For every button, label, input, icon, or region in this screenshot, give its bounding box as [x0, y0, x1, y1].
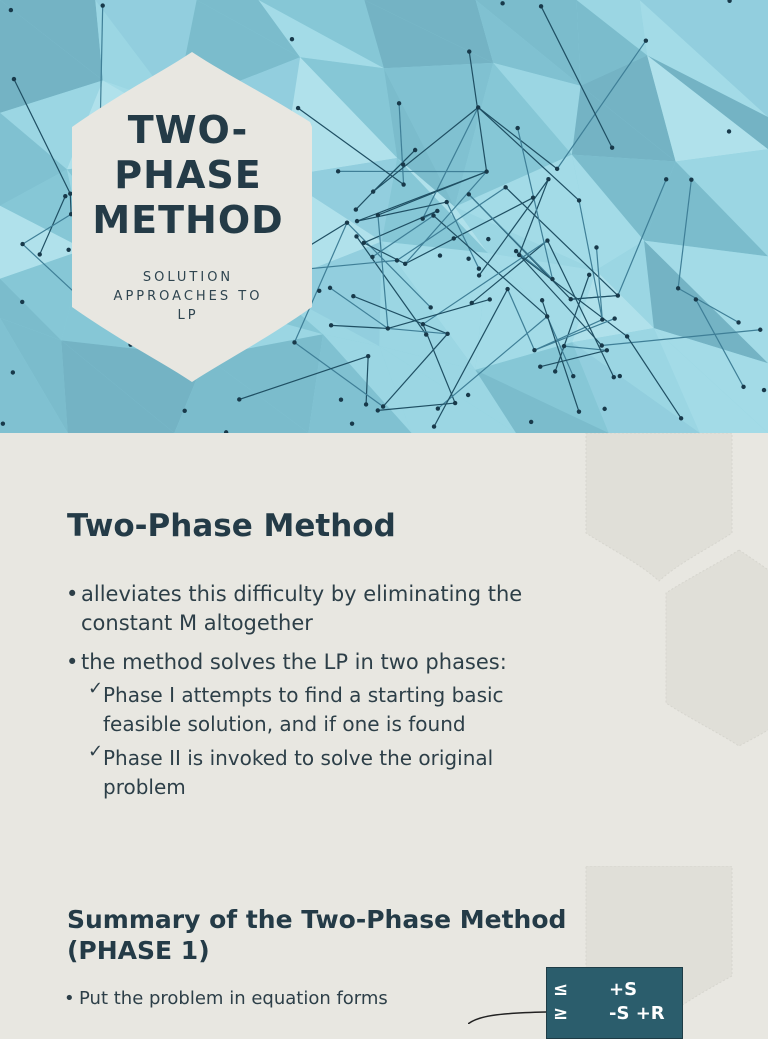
network-node: [602, 407, 606, 411]
heading-line: (PHASE 1): [67, 935, 566, 966]
slide-heading: [67, 904, 566, 966]
network-node: [1, 421, 5, 425]
network-node: [503, 185, 507, 189]
constraint-conversion-table: [546, 967, 683, 1039]
presentation-subtitle: [100, 268, 276, 325]
network-node: [435, 209, 439, 213]
network-node: [616, 293, 620, 297]
network-node: [351, 294, 355, 298]
bullet-item: [81, 648, 601, 677]
network-node: [664, 177, 668, 181]
check-line: feasible solution, and if one is found: [103, 710, 583, 739]
network-node: [452, 236, 456, 240]
title-line: PHASE: [72, 153, 304, 198]
network-node: [63, 194, 67, 198]
network-node: [467, 49, 471, 53]
network-node: [431, 213, 435, 217]
heading-line: Summary of the Two-Phase Method: [67, 904, 566, 935]
network-node: [420, 216, 424, 220]
surplus-artificial-term: -S +R: [609, 1003, 665, 1024]
bullet-line: • alleviates this difficulty by eliminating the: [81, 580, 601, 609]
check-item: [103, 681, 583, 739]
network-node: [424, 332, 428, 336]
slide-heading: Two-Phase Method: [67, 508, 396, 544]
network-node: [594, 245, 598, 249]
presentation-title: [72, 108, 304, 243]
title-line: METHOD: [72, 198, 304, 243]
network-node: [477, 273, 481, 277]
network-node: [569, 297, 573, 301]
network-node: [362, 241, 366, 245]
title-line: TWO-: [72, 108, 304, 153]
network-node: [486, 237, 490, 241]
network-node: [436, 406, 440, 410]
network-node: [762, 388, 766, 392]
network-node: [354, 207, 358, 211]
network-node: [488, 297, 492, 301]
network-node: [562, 344, 566, 348]
network-node: [727, 129, 731, 133]
network-node: [345, 220, 349, 224]
network-node: [20, 242, 24, 246]
network-node: [514, 249, 518, 253]
network-node: [397, 101, 401, 105]
network-node: [444, 200, 448, 204]
network-node: [610, 146, 614, 150]
inequality-symbol: ≥: [553, 1003, 568, 1024]
network-node: [445, 332, 449, 336]
network-node: [587, 273, 591, 277]
decorative-shield-shape: [664, 548, 768, 748]
inequality-symbol: ≤: [553, 979, 568, 1000]
network-node: [517, 253, 521, 257]
network-node: [11, 370, 15, 374]
network-node: [676, 286, 680, 290]
network-node: [66, 248, 70, 252]
network-node: [484, 169, 488, 173]
network-node: [370, 255, 374, 259]
network-node: [571, 374, 575, 378]
network-node: [317, 289, 321, 293]
network-node: [355, 219, 359, 223]
network-node: [376, 408, 380, 412]
network-node: [401, 162, 405, 166]
network-node: [540, 298, 544, 302]
network-node: [477, 266, 481, 270]
check-icon: ✓: [88, 741, 103, 762]
network-node: [438, 253, 442, 257]
bullet-item: • Put the problem in equation forms: [79, 987, 519, 1011]
network-edge: [70, 194, 71, 215]
network-node: [428, 305, 432, 309]
network-node: [736, 320, 740, 324]
network-node: [38, 252, 42, 256]
network-node: [505, 287, 509, 291]
network-node: [381, 404, 385, 408]
network-node: [413, 148, 417, 152]
network-node: [453, 401, 457, 405]
network-node: [618, 374, 622, 378]
network-node: [421, 322, 425, 326]
network-node: [553, 369, 557, 373]
check-line: Phase I attempts to find a starting basic: [103, 681, 583, 710]
network-node: [328, 286, 332, 290]
network-node: [101, 3, 105, 7]
network-node: [758, 328, 762, 332]
network-node: [500, 1, 504, 5]
network-node: [577, 409, 581, 413]
network-node: [366, 354, 370, 358]
network-node: [600, 343, 604, 347]
network-node: [689, 177, 693, 181]
network-node: [476, 105, 480, 109]
network-node: [376, 213, 380, 217]
network-node: [395, 258, 399, 262]
network-node: [531, 196, 535, 200]
network-node: [545, 314, 549, 318]
network-node: [532, 348, 536, 352]
network-node: [679, 416, 683, 420]
network-node: [466, 257, 470, 261]
network-node: [600, 317, 604, 321]
network-node: [612, 316, 616, 320]
bullet-line: constant M altogether: [81, 609, 601, 638]
network-node: [290, 37, 294, 41]
network-node: [339, 398, 343, 402]
network-node: [605, 348, 609, 352]
network-node: [386, 326, 390, 330]
network-node: [354, 234, 358, 238]
check-line: problem: [103, 773, 583, 802]
network-node: [550, 277, 554, 281]
network-node: [237, 397, 241, 401]
network-node: [470, 301, 474, 305]
network-node: [182, 409, 186, 413]
network-node: [9, 8, 13, 12]
network-node: [403, 262, 407, 266]
check-icon: ✓: [88, 678, 103, 699]
network-node: [466, 393, 470, 397]
bullet-line: • the method solves the LP in two phases:: [81, 648, 601, 677]
subtitle-line: LP: [100, 306, 276, 325]
network-node: [401, 182, 405, 186]
network-node: [545, 238, 549, 242]
check-line: Phase II is invoked to solve the original: [103, 744, 583, 773]
connector-arrow: [468, 1008, 548, 1024]
subtitle-line: APPROACHES TO: [100, 287, 276, 306]
network-node: [741, 385, 745, 389]
network-node: [336, 169, 340, 173]
network-node: [625, 334, 629, 338]
slack-term: +S: [609, 979, 637, 1000]
bullet-item: [81, 580, 601, 638]
check-item: [103, 744, 583, 802]
subtitle-line: SOLUTION: [100, 268, 276, 287]
network-node: [329, 323, 333, 327]
network-node: [546, 177, 550, 181]
network-node: [515, 126, 519, 130]
network-node: [577, 198, 581, 202]
network-node: [350, 421, 354, 425]
network-node: [529, 420, 533, 424]
network-node: [364, 402, 368, 406]
network-node: [20, 300, 24, 304]
network-node: [555, 167, 559, 171]
network-node: [644, 38, 648, 42]
network-node: [612, 375, 616, 379]
network-node: [432, 424, 436, 428]
network-node: [694, 297, 698, 301]
network-node: [539, 4, 543, 8]
network-node: [12, 77, 16, 81]
network-node: [371, 189, 375, 193]
network-node: [467, 192, 471, 196]
network-node: [538, 365, 542, 369]
